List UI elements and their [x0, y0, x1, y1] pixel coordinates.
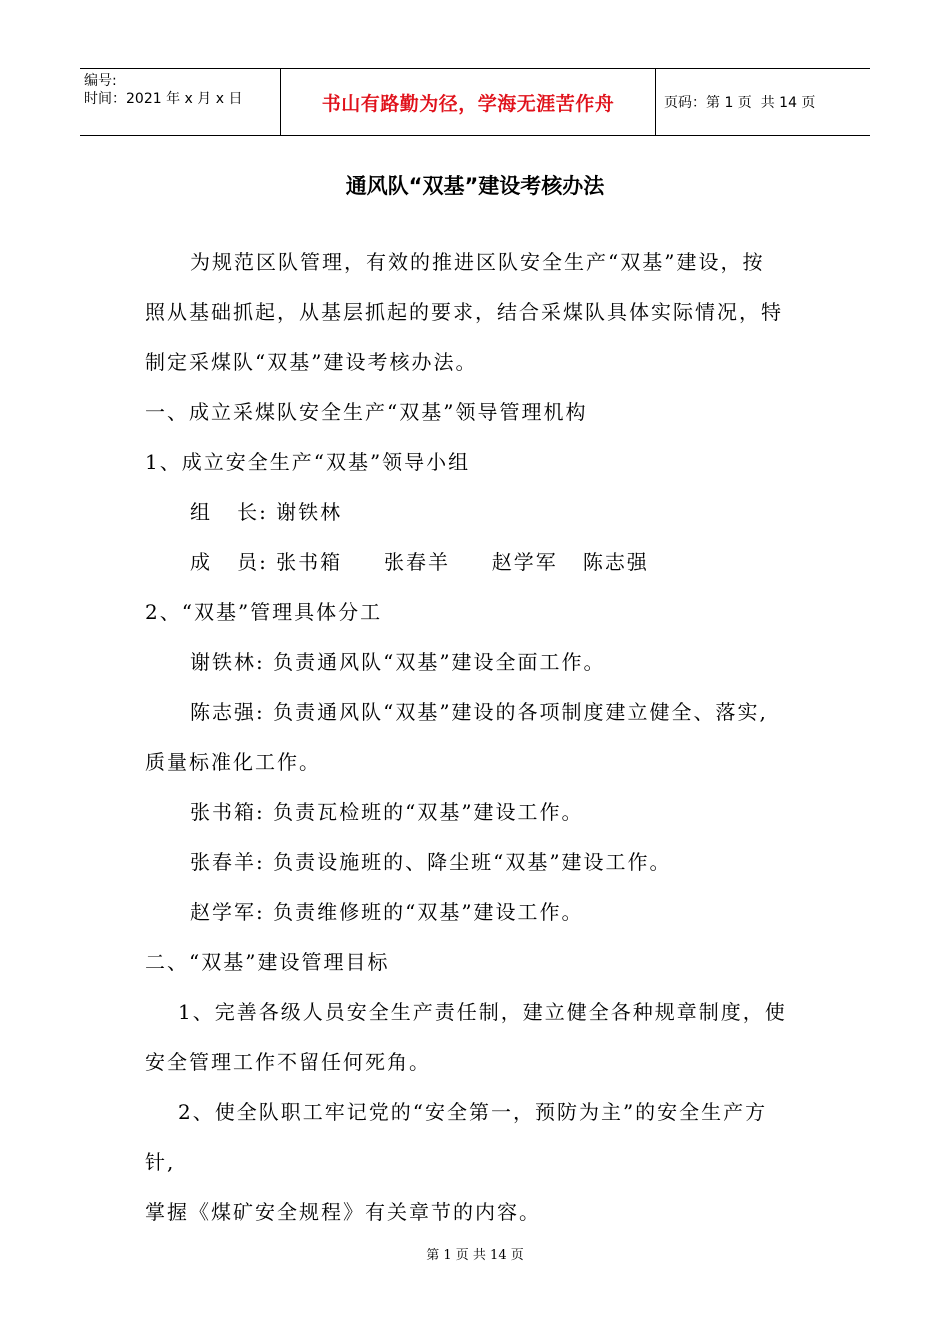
- paragraph-line: 1、完善各级人员安全生产责任制，建立健全各种规章制度，使: [178, 1000, 787, 1024]
- team-leader-line: 组 长: 谢铁林: [190, 500, 343, 524]
- subsection-heading: 2、“双基”管理具体分工: [145, 600, 383, 624]
- duty-line: 张书箱: 负责瓦检班的“双基”建设工作。: [190, 800, 584, 824]
- document-title: 通风队“双基”建设考核办法: [345, 174, 605, 198]
- document-header: [80, 68, 870, 136]
- team-members-line: 成 员: 张书箱 张春羊 赵学军 陈志强: [190, 550, 649, 574]
- header-meta: [80, 69, 280, 135]
- duty-line: 张春羊: 负责设施班的、降尘班“双基”建设工作。: [190, 850, 672, 874]
- paragraph-line: 为规范区队管理，有效的推进区队安全生产“双基”建设，按: [190, 250, 765, 274]
- header-motto: 书山有路勤为径，学海无涯苦作舟: [280, 69, 656, 135]
- page-footer: 第 1 页 共 14 页: [426, 1248, 524, 1263]
- paragraph-line: 针,: [145, 1150, 176, 1174]
- paragraph-line: 照从基础抓起，从基层抓起的要求，结合采煤队具体实际情况，特: [145, 300, 783, 324]
- paragraph-line: 掌握《煤矿安全规程》有关章节的内容。: [145, 1200, 541, 1224]
- duty-line: 质量标准化工作。: [145, 750, 321, 774]
- section-heading: 二、“双基”建设管理目标: [145, 950, 390, 974]
- header-page-info: 页码：第 1 页 共 14 页: [664, 95, 816, 111]
- duty-line: 谢铁林: 负责通风队“双基”建设全面工作。: [190, 650, 606, 674]
- section-heading: 一、成立采煤队安全生产“双基”领导管理机构: [145, 400, 588, 424]
- paragraph-line: 2、使全队职工牢记党的“安全第一，预防为主”的安全生产方: [178, 1100, 768, 1124]
- duty-line: 赵学军: 负责维修班的“双基”建设工作。: [190, 900, 584, 924]
- date-label: 时间：2021 年 x 月 x 日: [84, 91, 243, 107]
- duty-line: 陈志强: 负责通风队“双基”建设的各项制度建立健全、落实,: [190, 700, 768, 724]
- serial-number-label: 编号:: [84, 73, 117, 89]
- paragraph-line: 安全管理工作不留任何死角。: [145, 1050, 431, 1074]
- paragraph-line: 制定采煤队“双基”建设考核办法。: [145, 350, 478, 374]
- subsection-heading: 1、成立安全生产“双基”领导小组: [145, 450, 471, 474]
